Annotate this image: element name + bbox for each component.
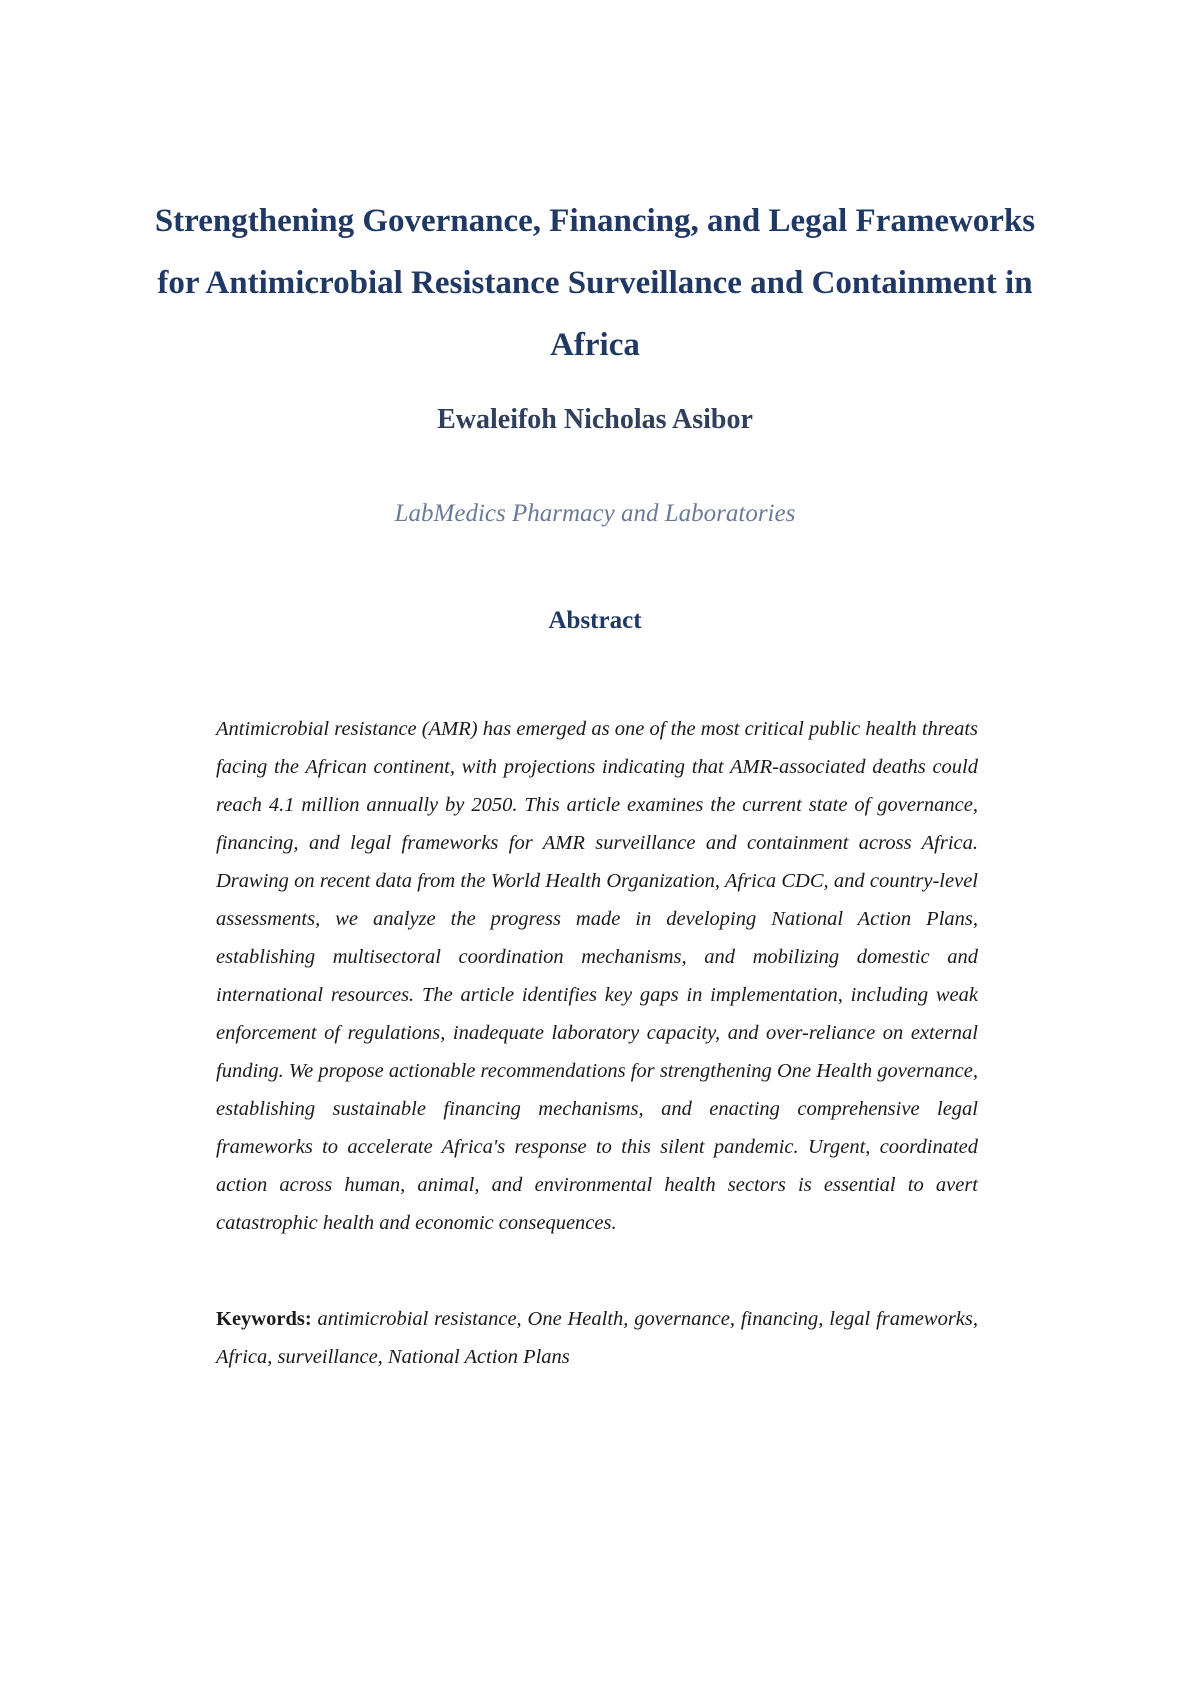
keywords-label: Keywords: <box>216 1308 312 1330</box>
author-affiliation: LabMedics Pharmacy and Laboratories <box>394 500 796 527</box>
keywords-paragraph <box>216 1300 978 1376</box>
paper-title: Strengthening Governance, Financing, and Legal Frameworks for Antimicrobial Resistance Surveillance and Containment in Africa <box>154 203 1036 363</box>
keywords-list: antimicrobial resistance, One Health, governance, financing, legal frameworks, Africa, surveillance, National Action Plans <box>216 1308 978 1368</box>
abstract-body: Antimicrobial resistance (AMR) has emerged as one of the most critical public health threats facing the African continent, with projections indicating that AMR-associated deaths could reach 4.1 million annually by 2050. This article examines the current state of governance, financing, and legal frameworks for AMR surveillance and containment across Africa. Drawing on recent data from the World Health Organization, Africa CDC, and country-level assessments, we analyze the progress made in developing National Action Plans, establishing multisectoral coordination mechanisms, and mobilizing domestic and international resources. The article identifies key gaps in implementation, including weak enforcement of regulations, inadequate laboratory capacity, and over-reliance on external funding. We propose actionable recommendations for strengthening One Health governance, establishing sustainable financing mechanisms, and enacting comprehensive legal frameworks to accelerate Africa's response to this silent pandemic. Urgent, coordinated action across human, animal, and environmental health sectors is essential to avert catastrophic health and economic consequences. <box>216 718 978 1234</box>
abstract-heading: Abstract <box>548 607 642 634</box>
author-name: Ewaleifoh Nicholas Asibor <box>437 404 753 435</box>
